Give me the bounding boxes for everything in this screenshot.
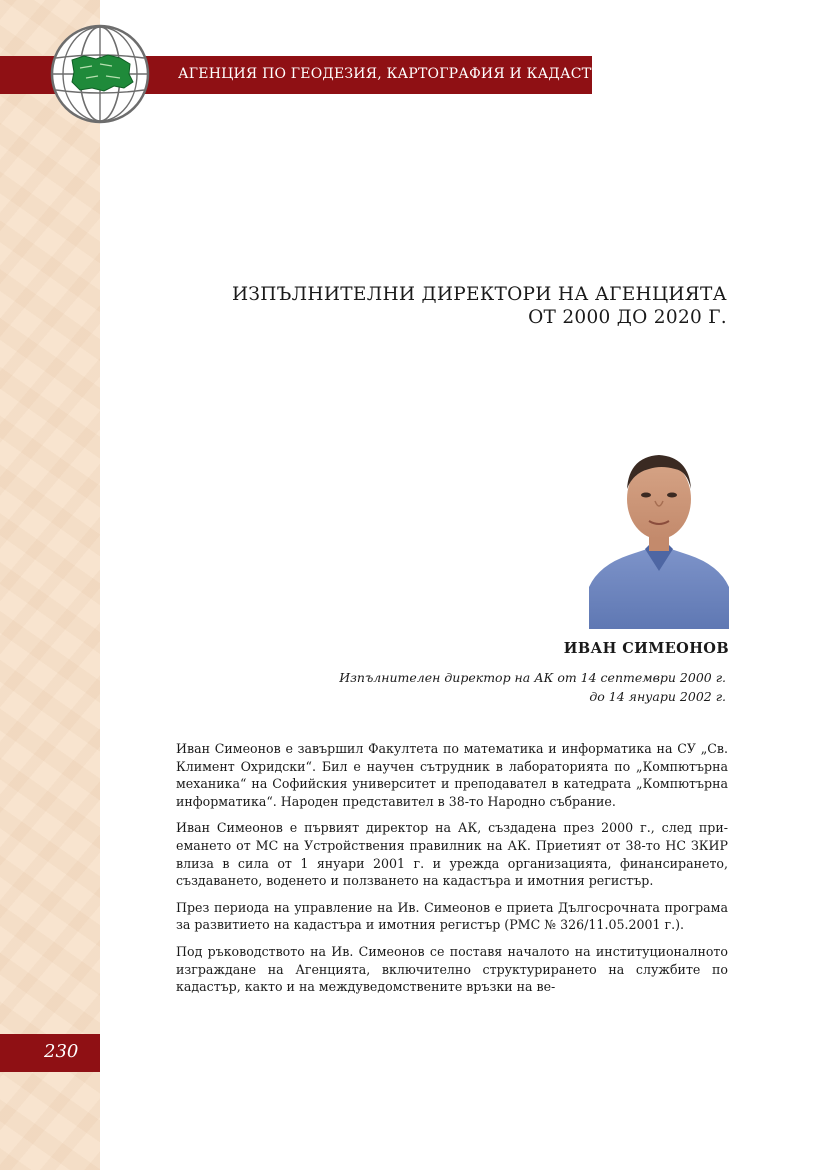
person-role-line-1: Изпълнителен директор на АК от 14 септември 2000 г. [339, 670, 726, 685]
globe-logo-icon [50, 24, 150, 124]
person-role [306, 668, 726, 706]
person-name: ИВАН СИМЕОНОВ [563, 640, 729, 657]
paragraph: Иван Симеонов е първият директор на АК, създадена през 2000 г., след приемането от МС на Устройствения правилник на АК. Приетият от 38-то НС ЗКИР влиза в сила от 1 януари 2001 г. и урежда организацията, финансирането, създаването, воденето и ползването на кадастъра и имотния регистър. [176, 820, 728, 889]
paragraph: Иван Симеонов е завършил Факултета по математика и информатика на СУ „Св. Климент Охридски“. Бил е научен сътрудник в лабораторията по „Компютърна механика“ на Софийския университет и преподавател в катедрата „Компютърна информатика“. Народен представител в 38-то Народно събрание. [176, 741, 728, 809]
person-role-line-2: до 14 януари 2002 г. [589, 689, 726, 704]
page-number: 230 [44, 1041, 79, 1062]
portrait-photo [589, 447, 729, 629]
decorative-side-strip [0, 0, 100, 1170]
agency-title: АГЕНЦИЯ ПО ГЕОДЕЗИЯ, КАРТОГРАФИЯ И КАДАСТЪР [178, 66, 613, 82]
section-title [207, 283, 727, 329]
paragraph: През периода на управление на Ив. Симеонов е приета Дългосрочната програма за развитието на кадастъра и имотния регистър (РМС № 326/11.05.2001 г.). [176, 899, 728, 933]
paragraph: Под ръководството на Ив. Симеонов се поставя началото на институционалното изграждане на Агенцията, включително структурирането на службите по кадастър, както и на междуведомствените връзки на ве- [176, 943, 728, 995]
section-title-line-2: ОТ 2000 ДО 2020 Г. [528, 307, 727, 328]
biography-text [176, 740, 728, 1005]
section-title-line-1: ИЗПЪЛНИТЕЛНИ ДИРЕКТОРИ НА АГЕНЦИЯТА [231, 284, 727, 305]
